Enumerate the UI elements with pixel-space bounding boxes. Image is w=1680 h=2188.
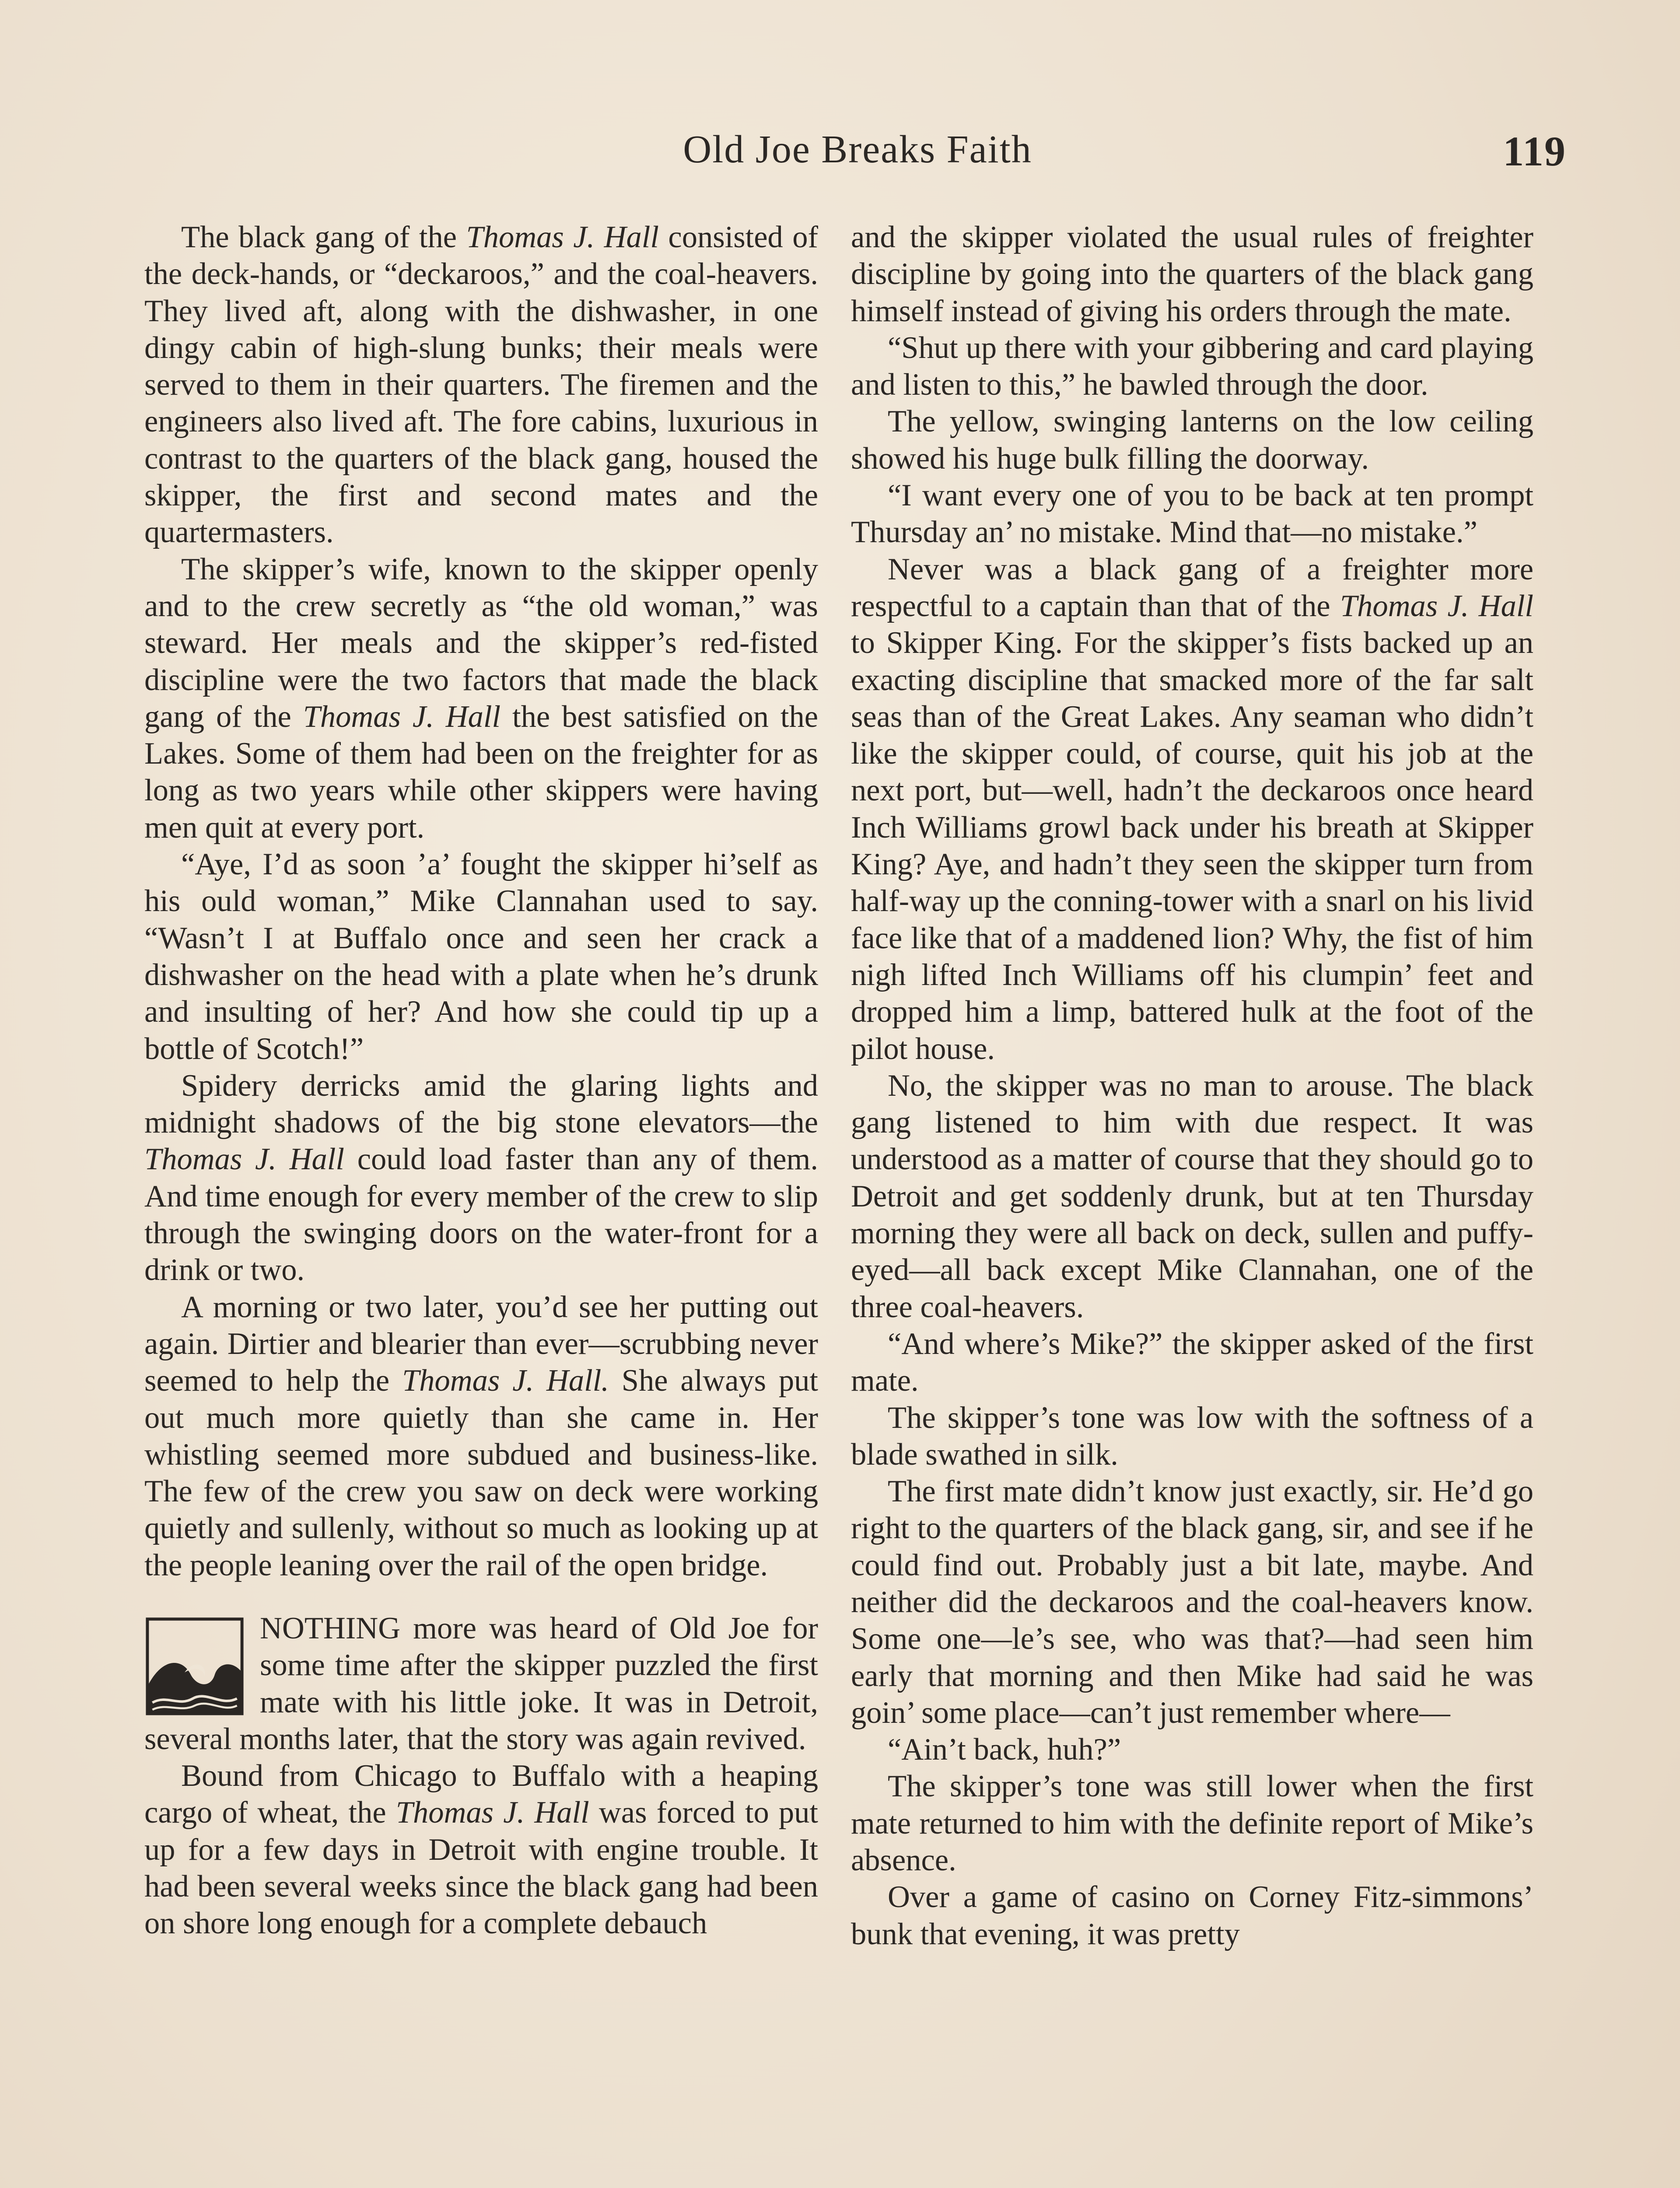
paragraph bbox=[851, 1731, 1533, 1768]
text-run: The skipper’s wife, known to the skipper openly and to the crew secretly as “the old woman,” was steward. Her meals and the skipper’s red-fisted discipline were the two factors that made the black gang of the bbox=[144, 552, 818, 734]
right-column bbox=[851, 219, 1533, 2188]
text-run: “And where’s Mike?” the skipper asked of the first mate. bbox=[851, 1326, 1533, 1398]
text-run: the best satisfied on the Lakes. Some of them had been on the freighter for as long as two years while other skippers were having men quit at every port. bbox=[144, 699, 818, 845]
text-run: The skipper’s tone was low with the softness of a blade swathed in silk. bbox=[851, 1400, 1533, 1472]
text-run: could load faster than any of them. And time enough for every member of the crew to slip through the swinging doors on the water-front for a drink or two. bbox=[144, 1142, 818, 1287]
paragraph bbox=[851, 403, 1533, 477]
running-title: Old Joe Breaks Faith bbox=[683, 128, 1032, 171]
paragraph bbox=[144, 551, 818, 846]
ship-name: Thomas J. Hall bbox=[466, 220, 659, 254]
text-run: was forced to put up for a few days in Detroit with engine trouble. It had been several weeks since the black gang had been on shore long enough for a complete debauch bbox=[144, 1795, 818, 1941]
text-run: “Ain’t back, huh?” bbox=[888, 1732, 1121, 1767]
wave-dropcap-icon bbox=[144, 1616, 245, 1717]
paragraph bbox=[144, 1757, 818, 1942]
paragraph bbox=[851, 551, 1533, 1067]
ship-name: Thomas J. Hall bbox=[396, 1795, 589, 1830]
paragraph bbox=[851, 1768, 1533, 1879]
text-run: “Aye, I’d as soon ’a’ fought the skipper hi’self as his ould woman,” Mike Clannahan used to say. “Wasn’t I at Buffalo once and seen her crack a dishwasher on the head with a plate when he’s drunk and insulting of her? And how she could tip up a bottle of Scotch!” bbox=[144, 847, 818, 1066]
paragraph bbox=[851, 1473, 1533, 1731]
text-run: The first mate didn’t know just exactly, sir. He’d go right to the quarters of the black gang, sir, and see if he could find out. Probably just a bit late, maybe. And neither did the deckaroos and the coal-heavers know. Some one—le’s see, who was that?—had seen him early that morning and then Mike had said he was goin’ some place—can’t just remember where— bbox=[851, 1474, 1533, 1730]
text-run: and the skipper violated the usual rules of freighter discipline by going into the quarters of the black gang himself instead of giving his orders through the mate. bbox=[851, 220, 1533, 328]
paragraph bbox=[851, 1399, 1533, 1473]
paragraph bbox=[144, 219, 818, 551]
ship-name: Thomas J. Hall bbox=[144, 1142, 344, 1177]
text-run: The yellow, swinging lanterns on the low ceiling showed his huge bulk filling the doorway. bbox=[851, 404, 1533, 476]
text-run: The skipper’s tone was still lower when the first mate returned to him with the definite report of Mike’s absence. bbox=[851, 1769, 1533, 1878]
text-run: to Skipper King. For the skipper’s fists backed up an exacting discipline that smacked more of the far salt seas than of the Great Lakes. Any seaman who didn’t like the skipper could, of course, quit his job at the next port, but—well, hadn’t the deckaroos once heard Inch Williams growl back under his breath at Skipper King? Aye, and hadn’t they seen the skipper turn from half-way up the conning-tower with a snarl on his livid face like that of a maddened lion? Why, the fist of him nigh lifted Inch Williams off his clumpin’ feet and dropped him a limp, battered hulk at the foot of the pilot house. bbox=[851, 626, 1533, 1066]
left-column bbox=[144, 219, 818, 2188]
ship-name: Thomas J. Hall bbox=[1340, 589, 1533, 623]
text-run: Bound from Chicago to Buffalo with a heaping cargo of wheat, the bbox=[144, 1759, 818, 1830]
page-number: 119 bbox=[1503, 128, 1566, 175]
paragraph bbox=[851, 477, 1533, 551]
paragraph bbox=[851, 330, 1533, 403]
paragraph bbox=[144, 846, 818, 1067]
paragraph bbox=[851, 1325, 1533, 1399]
paragraph bbox=[851, 219, 1533, 330]
text-run: Never was a black gang of a freighter more respectful to a captain than that of the bbox=[851, 552, 1533, 623]
text-run: She always put out much more quietly than she came in. Her whistling seemed more subdued and business-like. The few of the crew you saw on deck were working quietly and sullenly, without so much as looking up at the people leaning over the rail of the open bridge. bbox=[144, 1364, 818, 1582]
text-run: A morning or two later, you’d see her putting out again. Dirtier and blearier than ever—scrubbing never seemed to help the bbox=[144, 1290, 818, 1398]
text-run: Over a game of casino on Corney Fitz-simmons’ bunk that evening, it was pretty bbox=[851, 1880, 1533, 1951]
paragraph bbox=[851, 1067, 1533, 1325]
text-run: No, the skipper was no man to arouse. The black gang listened to him with due respect. It was understood as a matter of course that they should go to Detroit and get soddenly drunk, but at ten Thursday morning they were all back on deck, sullen and puffy-eyed—all back except Mike Clannahan, one of the three coal-heavers. bbox=[851, 1068, 1533, 1324]
paragraph bbox=[144, 1289, 818, 1584]
page-header bbox=[149, 127, 1566, 193]
ship-name: Thomas J. Hall. bbox=[402, 1364, 609, 1398]
text-run: more was heard of Old Joe for some time after the skipper puzzled the first mate with his little joke. It was in Detroit, several months later, that the story was again revived. bbox=[144, 1611, 818, 1756]
paragraph bbox=[144, 1610, 818, 1757]
ship-name: Thomas J. Hall bbox=[303, 699, 501, 734]
text-run: NOTHING bbox=[260, 1611, 401, 1645]
paragraph bbox=[144, 1067, 818, 1289]
text-run: “Shut up there with your gibbering and card playing and listen to this,” he bawled through the door. bbox=[851, 330, 1533, 402]
paragraph bbox=[851, 1879, 1533, 1953]
text-run: The black gang of the bbox=[181, 220, 466, 254]
text-run: consisted of the deck-hands, or “deckaroos,” and the coal-heavers. They lived aft, along with the dishwasher, in one dingy cabin of high-slung bunks; their meals were served to them in their quarters. The firemen and the engineers also lived aft. The fore cabins, luxurious in contrast to the quarters of the black gang, housed the skipper, the first and second mates and the quartermasters. bbox=[144, 220, 818, 550]
text-run: Spidery derricks amid the glaring lights and midnight shadows of the big stone elevators—the bbox=[144, 1068, 818, 1140]
text-run: “I want every one of you to be back at ten prompt Thursday an’ no mistake. Mind that—no mistake.” bbox=[851, 478, 1533, 550]
